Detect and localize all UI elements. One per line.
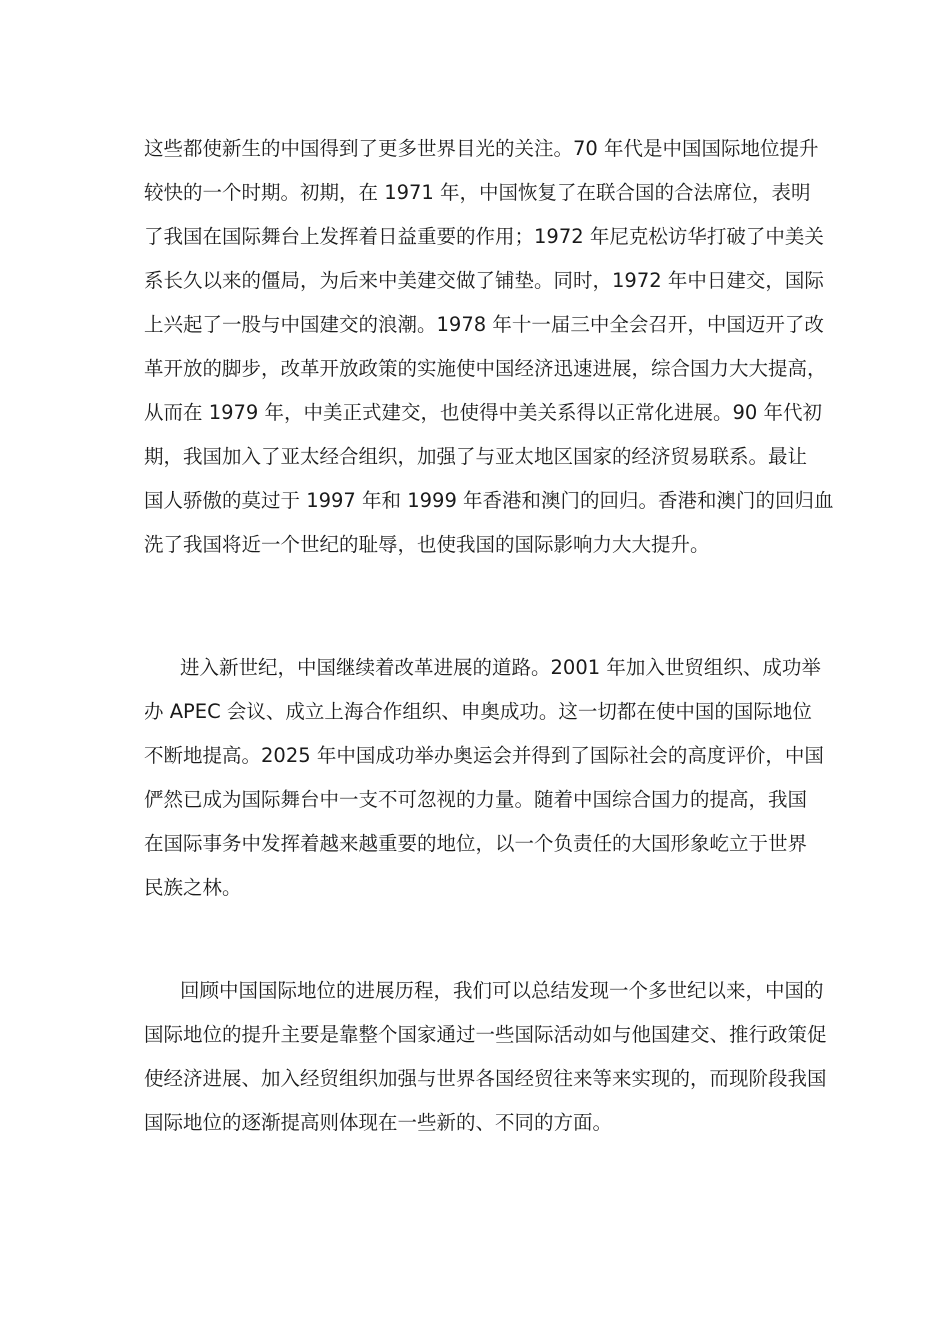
text-line: 洗了我国将近一个世纪的耻辱，也使我国的国际影响力大大提升。 [144, 533, 710, 556]
text-line: 在国际事务中发挥着越来越重要的地位，以一个负责任的大国形象屹立于世界 [144, 832, 808, 855]
text-line: 使经济进展、加入经贸组织加强与世界各国经贸往来等来实现的，而现阶段我国 [144, 1067, 827, 1090]
text-line: 俨然已成为国际舞台中一支不可忽视的力量。随着中国综合国力的提高，我国 [144, 788, 808, 811]
text-line: 了我国在国际舞台上发挥着日益重要的作用；1972 年尼克松访华打破了中美关 [144, 225, 824, 248]
text-line: 系长久以来的僵局，为后来中美建交做了铺垫。同时，1972 年中日建交，国际 [144, 269, 824, 292]
text-line: 不断地提高。2025 年中国成功举办奥运会并得到了国际社会的高度评价，中国 [144, 744, 824, 767]
text-line: 国人骄傲的莫过于 1997 年和 1999 年香港和澳门的回归。香港和澳门的回归血 [144, 489, 834, 512]
text-line: 上兴起了一股与中国建交的浪潮。1978 年十一届三中全会召开，中国迈开了改 [144, 313, 824, 336]
text-line: 革开放的脚步，改革开放政策的实施使中国经济迅速进展，综合国力大大提高， [144, 357, 827, 380]
text-line: 民族之林。 [144, 876, 242, 899]
text-line: 办 APEC 会议、成立上海合作组织、申奥成功。这一切都在使中国的国际地位 [144, 700, 812, 723]
text-line: 从而在 1979 年，中美正式建交，也使得中美关系得以正常化进展。90 年代初 [144, 401, 823, 424]
text-line: 这些都使新生的中国得到了更多世界目光的关注。70 年代是中国国际地位提升 [144, 137, 819, 160]
text-line: 国际地位的提升主要是靠整个国家通过一些国际活动如与他国建交、推行政策促 [144, 1023, 827, 1046]
text-line: 进入新世纪，中国继续着改革进展的道路。2001 年加入世贸组织、成功举 [180, 656, 821, 679]
text-line: 回顾中国国际地位的进展历程，我们可以总结发现一个多世纪以来，中国的 [180, 979, 824, 1002]
text-line: 较快的一个时期。初期，在 1971 年，中国恢复了在联合国的合法席位，表明 [144, 181, 811, 204]
text-line: 国际地位的逐渐提高则体现在一些新的、不同的方面。 [144, 1111, 613, 1134]
text-line: 期，我国加入了亚太经合组织，加强了与亚太地区国家的经济贸易联系。最让 [144, 445, 808, 468]
